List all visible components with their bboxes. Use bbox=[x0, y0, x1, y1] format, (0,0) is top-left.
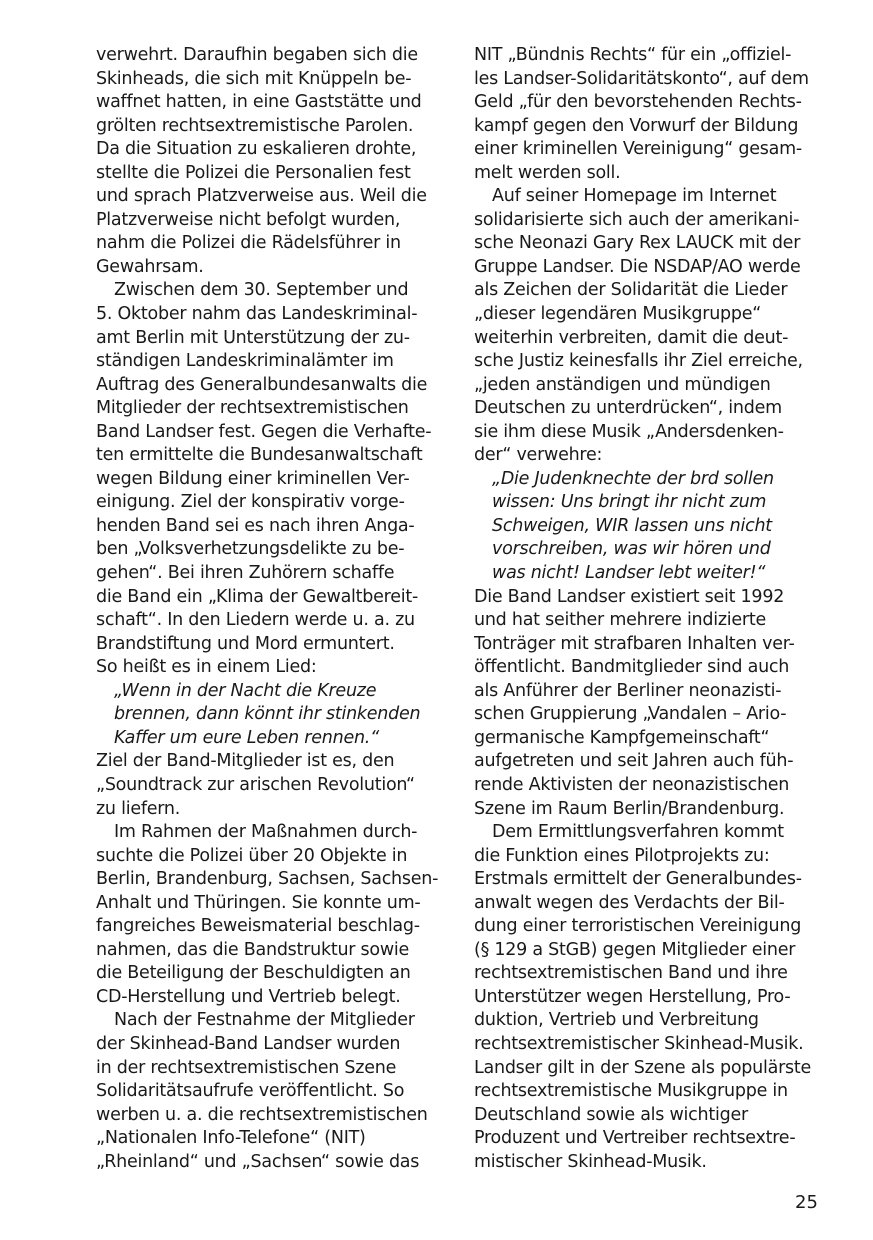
text-line: „Rheinland“ und „Sachsen“ sowie das bbox=[96, 1151, 420, 1172]
text-line: Geld „für den bevorstehenden Rechts- bbox=[474, 92, 802, 113]
text-line: öffentlicht. Bandmitglieder sind auch bbox=[474, 657, 790, 678]
text-line: werben u. a. die rechtsextremistischen bbox=[96, 1104, 428, 1125]
text-line: Auf seiner Homepage im Internet bbox=[492, 186, 777, 207]
quote-line: Kaffer um eure Leben rennen.“ bbox=[114, 727, 379, 748]
page-number: 25 bbox=[795, 1192, 818, 1213]
text-line: einer kriminellen Vereinigung“ gesam- bbox=[474, 139, 802, 160]
text-line: germanische Kampfgemeinschaft“ bbox=[474, 727, 770, 748]
text-line: die Beteiligung der Beschuldigten an bbox=[96, 963, 411, 984]
text-line: Solidaritätsaufrufe veröffentlicht. So bbox=[96, 1081, 405, 1102]
text-line: „jeden anständigen und mündigen bbox=[474, 374, 771, 395]
text-line: der Skinhead-Band Landser wurden bbox=[96, 1033, 401, 1054]
text-line: grölten rechtsextremistische Parolen. bbox=[96, 115, 414, 136]
text-line: stellte die Polizei die Personalien fest bbox=[96, 162, 411, 183]
text-line: Deutschland sowie als wichtiger bbox=[474, 1104, 748, 1125]
text-line: rechtsextremistischen Band und ihre bbox=[474, 963, 788, 984]
text-line: solidarisierte sich auch der amerikani- bbox=[474, 209, 800, 230]
text-line: zu liefern. bbox=[96, 798, 181, 819]
text-line: Band Landser fest. Gegen die Verhafte- bbox=[96, 421, 432, 442]
text-line: Brandstiftung und Mord ermuntert. bbox=[96, 633, 395, 654]
text-line: Da die Situation zu eskalieren drohte, bbox=[96, 139, 417, 160]
text-line: Ziel der Band-Mitglieder ist es, den bbox=[96, 751, 395, 772]
text-line: Anhalt und Thüringen. Sie konnte um- bbox=[96, 892, 421, 913]
quote-line: brennen, dann könnt ihr stinkenden bbox=[114, 704, 421, 725]
text-line: Produzent und Vertreiber rechtsextre- bbox=[474, 1128, 796, 1149]
text-line: „dieser legendären Musikgruppe“ bbox=[474, 304, 762, 325]
text-line: anwalt wegen des Verdachts der Bil- bbox=[474, 892, 785, 913]
text-line: waffnet hatten, in eine Gaststätte und bbox=[96, 92, 422, 113]
text-line: melt werden soll. bbox=[474, 162, 621, 183]
text-line: Zwischen dem 30. September und bbox=[114, 280, 409, 301]
text-line: kampf gegen den Vorwurf der Bildung bbox=[474, 115, 799, 136]
text-line: Berlin, Brandenburg, Sachsen, Sachsen- bbox=[96, 869, 439, 890]
text-line: CD-Herstellung und Vertrieb belegt. bbox=[96, 986, 401, 1007]
text-line: So heißt es in einem Lied: bbox=[96, 657, 317, 678]
text-line: Landser gilt in der Szene als populärste bbox=[474, 1057, 812, 1078]
text-line: der“ verwehre: bbox=[474, 445, 603, 466]
text-line: suchte die Polizei über 20 Objekte in bbox=[96, 845, 408, 866]
text-line: ständigen Landeskriminalämter im bbox=[96, 351, 394, 372]
text-line: einigung. Ziel der konspirativ vorge- bbox=[96, 492, 405, 513]
text-line: in der rechtsextremistischen Szene bbox=[96, 1057, 397, 1078]
text-line: gehen“. Bei ihren Zuhörern schaffe bbox=[96, 563, 395, 584]
text-line: Tonträger mit strafbaren Inhalten ver- bbox=[474, 633, 795, 654]
text-line: weiterhin verbreiten, damit die deut- bbox=[474, 327, 789, 348]
text-line: sche Justiz keinesfalls ihr Ziel erreiche, bbox=[474, 351, 803, 372]
text-line: Dem Ermittlungsverfahren kommt bbox=[492, 822, 784, 843]
text-line: Skinheads, die sich mit Knüppeln be- bbox=[96, 68, 412, 89]
text-line: les Landser-Solidaritätskonto“, auf dem bbox=[474, 68, 809, 89]
quote-line: „Die Judenknechte der brd sollen bbox=[492, 468, 774, 489]
text-line: Deutschen zu unterdrücken“, indem bbox=[474, 398, 782, 419]
quote-line: „Wenn in der Nacht die Kreuze bbox=[114, 680, 377, 701]
text-line: aufgetreten und seit Jahren auch füh- bbox=[474, 751, 794, 772]
text-line: NIT „Bündnis Rechts“ für ein „offiziel- bbox=[474, 45, 792, 65]
text-line: wegen Bildung einer kriminellen Ver- bbox=[96, 468, 410, 489]
text-line: schen Gruppierung „Vandalen – Ario- bbox=[474, 704, 787, 725]
text-line: Platzverweise nicht befolgt wurden, bbox=[96, 209, 401, 230]
text-line: Gruppe Landser. Die NSDAP/AO werde bbox=[474, 256, 801, 277]
text-line: die Band ein „Klima der Gewaltbereit- bbox=[96, 586, 419, 607]
quote-line: was nicht! Landser lebt weiter!“ bbox=[492, 563, 766, 584]
text-line: Im Rahmen der Maßnahmen durch- bbox=[114, 822, 418, 843]
text-line: Mitglieder der rechtsextremistischen bbox=[96, 398, 409, 419]
text-line: Nach der Festnahme der Mitglieder bbox=[114, 1010, 415, 1031]
text-line: die Funktion eines Pilotprojekts zu: bbox=[474, 845, 770, 866]
right-column bbox=[474, 44, 820, 1174]
left-column bbox=[96, 44, 441, 1174]
text-line: Unterstützer wegen Herstellung, Pro- bbox=[474, 986, 791, 1007]
text-line: 5. Oktober nahm das Landeskriminal- bbox=[96, 304, 418, 325]
text-line: (§ 129 a StGB) gegen Mitglieder einer bbox=[474, 939, 796, 960]
text-line: fangreiches Beweismaterial beschlag- bbox=[96, 916, 420, 937]
text-line: Erstmals ermittelt der Generalbundes- bbox=[474, 869, 802, 890]
text-line: und sprach Platzverweise aus. Weil die bbox=[96, 186, 427, 207]
text-line: rende Aktivisten der neonazistischen bbox=[474, 774, 790, 795]
text-line: und hat seither mehrere indizierte bbox=[474, 610, 766, 631]
text-line: ben „Volksverhetzungsdelikte zu be- bbox=[96, 539, 405, 560]
text-line: Szene im Raum Berlin/Brandenburg. bbox=[474, 798, 785, 819]
text-line: amt Berlin mit Unterstützung der zu- bbox=[96, 327, 410, 348]
text-line: nahmen, das die Bandstruktur sowie bbox=[96, 939, 410, 960]
text-line: sie ihm diese Musik „Andersdenken- bbox=[474, 421, 784, 442]
text-line: ten ermittelte die Bundesanwaltschaft bbox=[96, 445, 423, 466]
text-line: verwehrt. Daraufhin begaben sich die bbox=[96, 45, 418, 65]
text-line: rechtsextremistische Musikgruppe in bbox=[474, 1081, 788, 1102]
text-line: Die Band Landser existiert seit 1992 bbox=[474, 586, 785, 607]
quote-line: wissen: Uns bringt ihr nicht zum bbox=[492, 492, 767, 513]
text-line: dung einer terroristischen Vereinigung bbox=[474, 916, 802, 937]
text-line: „Soundtrack zur arischen Revolution“ bbox=[96, 774, 415, 795]
text-line: als Anführer der Berliner neonazisti- bbox=[474, 680, 782, 701]
text-line: als Zeichen der Solidarität die Lieder bbox=[474, 280, 788, 301]
text-line: sche Neonazi Gary Rex LAUCK mit der bbox=[474, 233, 801, 254]
quote-line: Schweigen, WIR lassen uns nicht bbox=[492, 515, 772, 536]
text-line: rechtsextremistischer Skinhead-Musik. bbox=[474, 1033, 804, 1054]
text-line: schaft“. In den Liedern werde u. a. zu bbox=[96, 610, 415, 631]
quote-line: vorschreiben, was wir hören und bbox=[492, 539, 771, 560]
text-line: nahm die Polizei die Rädelsführer in bbox=[96, 233, 401, 254]
text-line: henden Band sei es nach ihren Anga- bbox=[96, 515, 415, 536]
text-line: Gewahrsam. bbox=[96, 256, 204, 277]
text-line: „Nationalen Info-Telefone“ (NIT) bbox=[96, 1128, 366, 1149]
text-line: Auftrag des Generalbundesanwalts die bbox=[96, 374, 428, 395]
text-line: duktion, Vertrieb und Verbreitung bbox=[474, 1010, 759, 1031]
text-line: mistischer Skinhead-Musik. bbox=[474, 1151, 707, 1172]
